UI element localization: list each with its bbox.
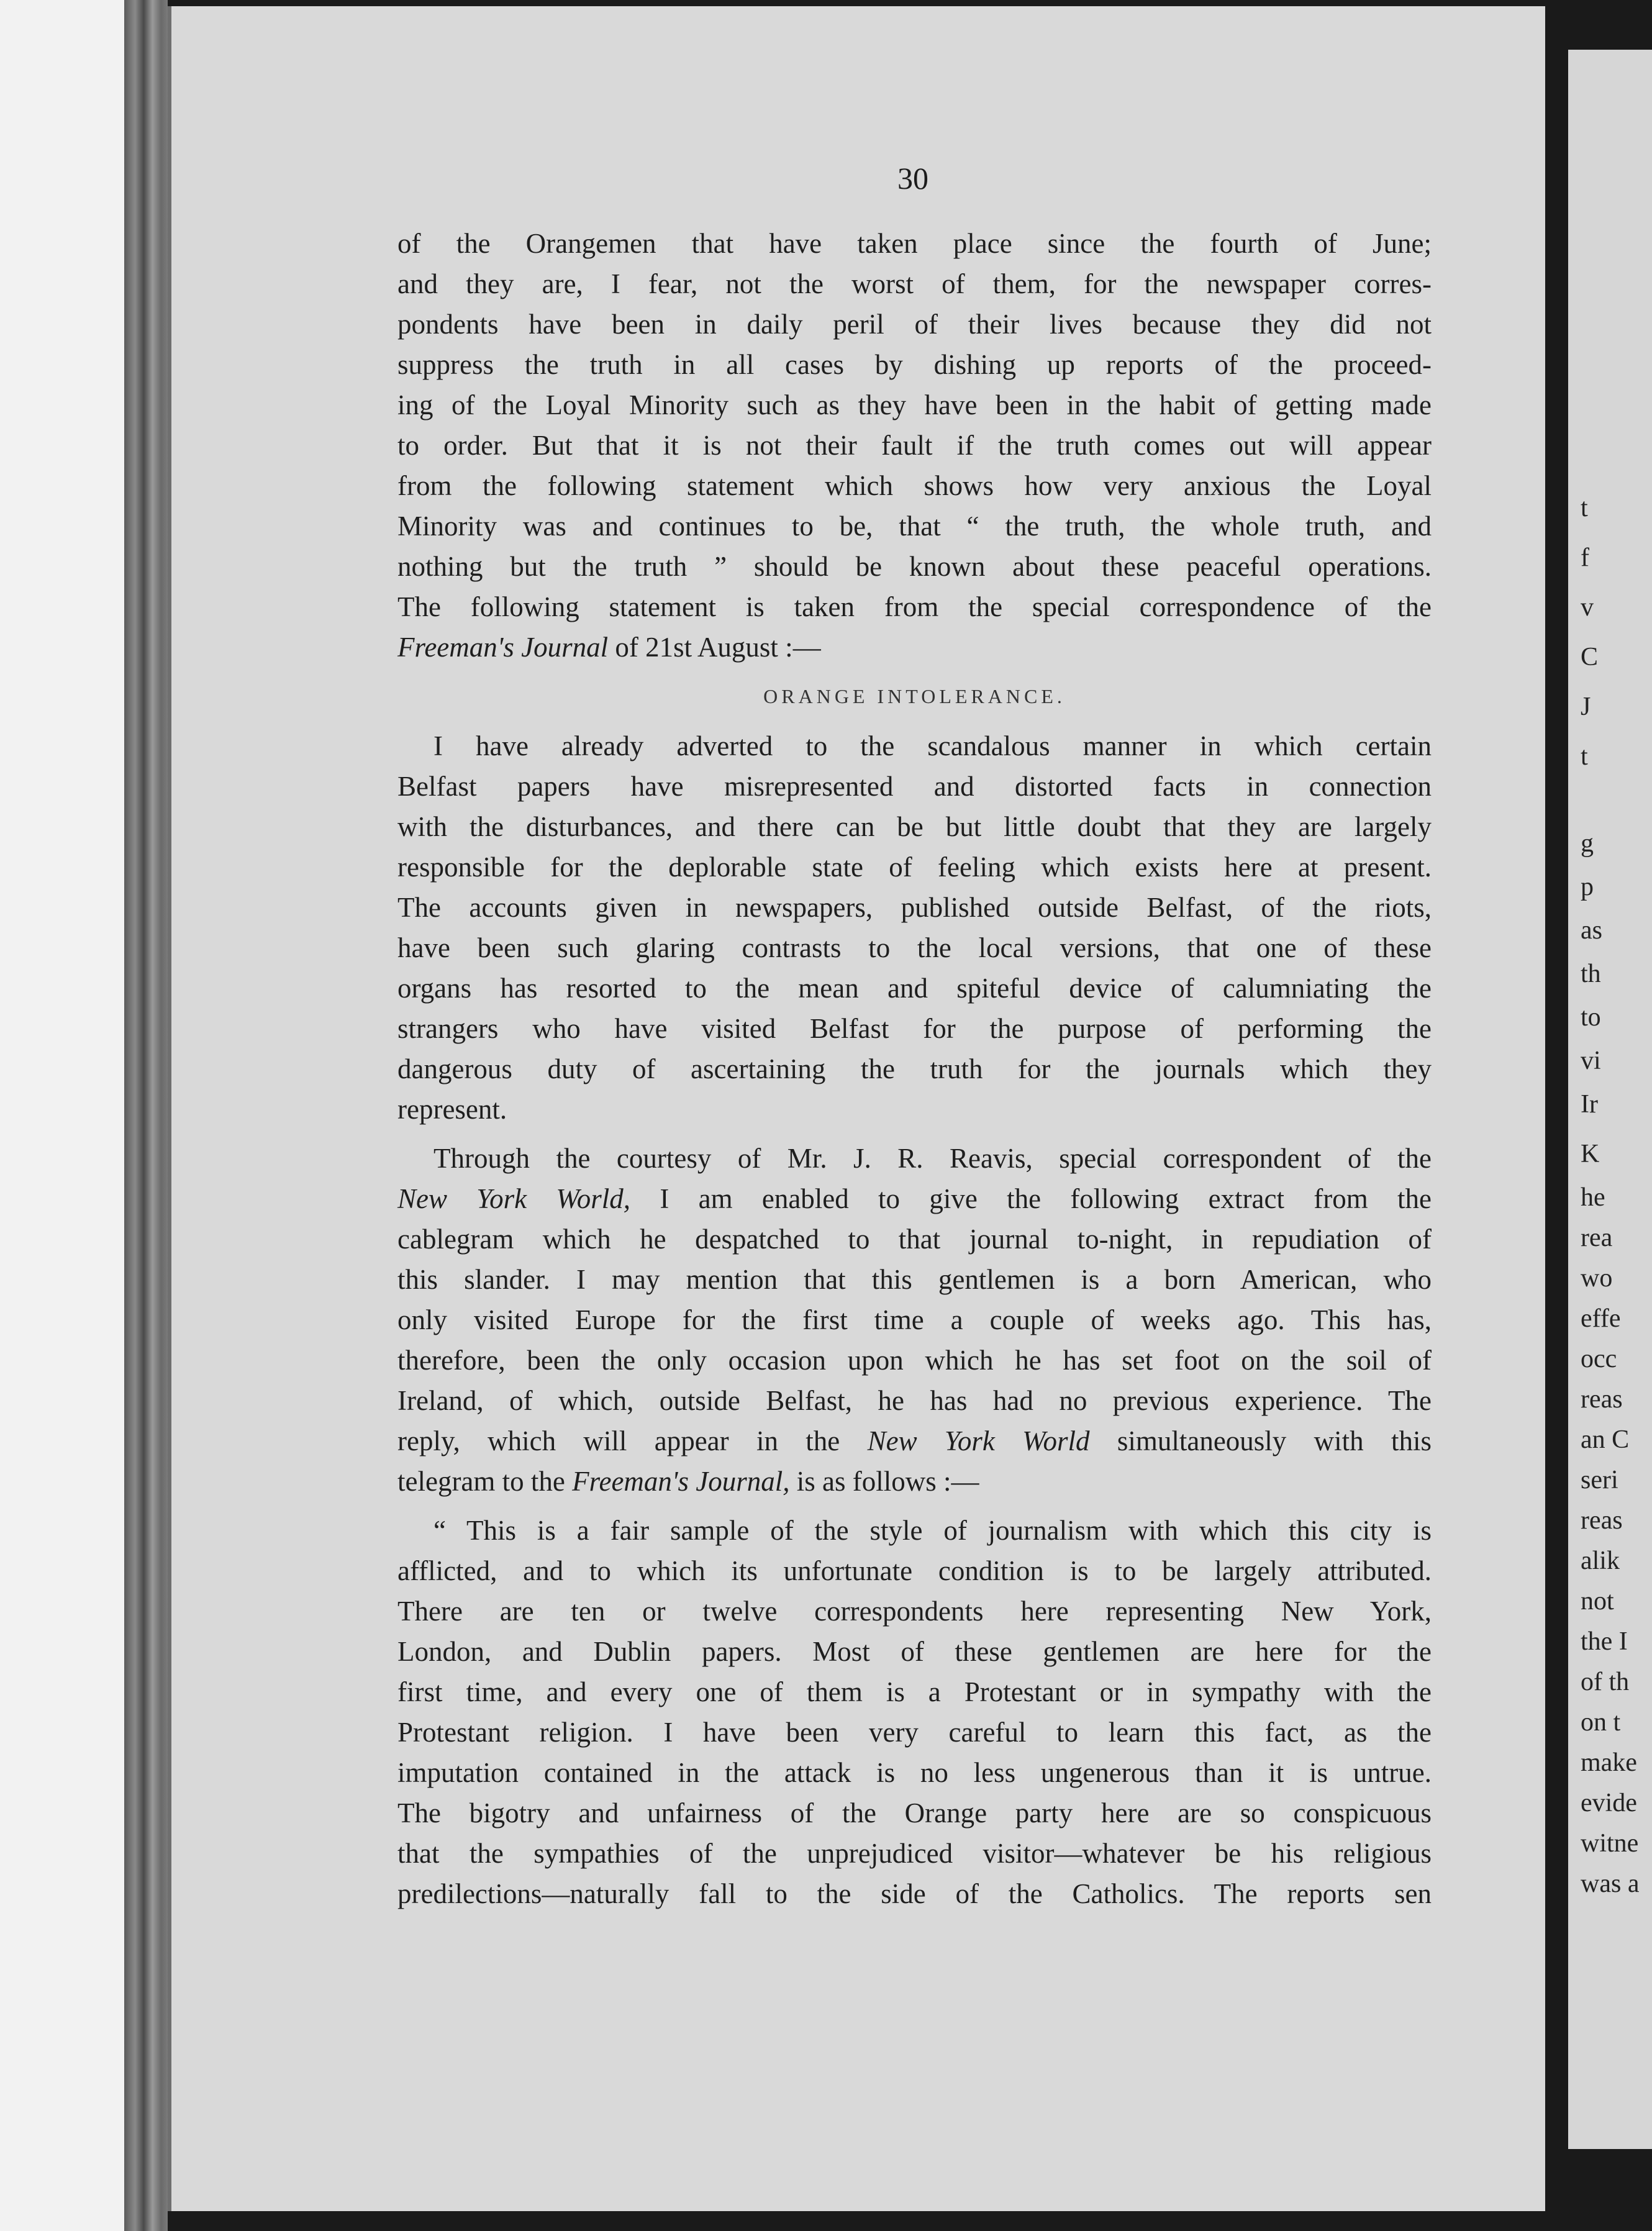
- text-line: I have already adverted to the scandalous manner in which certain: [433, 730, 1432, 761]
- facing-page-fragment: witne: [1581, 1829, 1639, 1858]
- text-line: Minority was and continues to be, that “ the truth, the whole truth, and: [397, 511, 1432, 542]
- text-line: organs has resorted to the mean and spiteful device of calumniating the: [397, 973, 1432, 1004]
- scan-margin: [0, 0, 124, 2231]
- text-line: of the Orangemen that have taken place since the fourth of June;: [397, 228, 1432, 259]
- text-line: The accounts given in newspapers, published outside Belfast, of the riots,: [397, 892, 1432, 923]
- facing-page-fragment: K: [1581, 1140, 1600, 1168]
- quote-line: afflicted, and to which its unfortunate condition is to be largely attributed.: [397, 1555, 1432, 1586]
- facing-page-fragment: wo: [1581, 1264, 1613, 1293]
- text-line: dangerous duty of ascertaining the truth for the journals which they: [397, 1053, 1432, 1084]
- text-line: with the disturbances, and there can be but little doubt that they are largely: [397, 811, 1432, 842]
- text-line: pondents have been in daily peril of their lives because they did not: [397, 309, 1432, 340]
- facing-page-fragment: effe: [1581, 1304, 1621, 1333]
- facing-page-fragment: the I: [1581, 1627, 1628, 1656]
- facing-page-fragment: t: [1581, 494, 1588, 522]
- facing-page-fragment: reas: [1581, 1506, 1623, 1535]
- text-line: The following statement is taken from the special correspondence of the: [397, 591, 1432, 622]
- facing-page-fragment: alik: [1581, 1547, 1620, 1575]
- facing-page-fragment: was a: [1581, 1870, 1640, 1898]
- facing-page-fragment: reas: [1581, 1385, 1623, 1414]
- facing-page-fragment: seri: [1581, 1466, 1618, 1494]
- quote-line: Protestant religion. I have been very careful to learn this fact, as the: [397, 1717, 1432, 1748]
- quote-line: imputation contained in the attack is no less ungenerous than it is untrue.: [397, 1757, 1432, 1788]
- facing-page-fragment: evide: [1581, 1789, 1637, 1817]
- text-line: and they are, I fear, not the worst of them, for the newspaper corres-: [397, 268, 1432, 299]
- text-line: telegram to the Freeman's Journal, is as follows :—: [397, 1466, 979, 1497]
- quote-line: that the sympathies of the unprejudiced visitor—whatever be his religious: [397, 1838, 1432, 1869]
- facing-page-fragment: an C: [1581, 1425, 1630, 1454]
- quote-line: The bigotry and unfairness of the Orange party here are so conspicuous: [397, 1797, 1432, 1829]
- facing-page-fragment: make: [1581, 1748, 1637, 1777]
- text-line: therefore, been the only occasion upon which he has set foot on the soil of: [397, 1345, 1432, 1376]
- facing-page-fragment: on t: [1581, 1708, 1621, 1737]
- text-line: Ireland, of which, outside Belfast, he has had no previous experience. The: [397, 1385, 1432, 1416]
- text-line: nothing but the truth ” should be known about these peaceful operations.: [397, 551, 1432, 582]
- text-line: New York World, I am enabled to give the following extract from the: [397, 1183, 1432, 1214]
- quote-line: predilections—naturally fall to the side of the Catholics. The reports sen: [397, 1878, 1432, 1909]
- facing-page-fragment: rea: [1581, 1224, 1613, 1252]
- facing-page-fragment: as: [1581, 916, 1602, 945]
- facing-page-fragment: f: [1581, 543, 1589, 572]
- text-line: cablegram which he despatched to that journal to-night, in repudiation of: [397, 1224, 1432, 1255]
- page-text: [397, 224, 1432, 1914]
- text-line: to order. But that it is not their fault if the truth comes out will appear: [397, 430, 1432, 461]
- text-line: Belfast papers have misrepresented and distorted facts in connection: [397, 771, 1432, 802]
- quote-line: London, and Dublin papers. Most of these gentlemen are here for the: [397, 1636, 1432, 1667]
- text-line: reply, which will appear in the New York World simultaneously with this: [397, 1425, 1432, 1456]
- facing-page-fragment: J: [1581, 693, 1591, 721]
- quote-line: “ This is a fair sample of the style of journalism with which this city is: [433, 1515, 1432, 1546]
- facing-page: [1568, 50, 1652, 2149]
- text-line: strangers who have visited Belfast for the purpose of performing the: [397, 1013, 1432, 1044]
- facing-page-fragment: C: [1581, 643, 1599, 671]
- text-line: only visited Europe for the first time a couple of weeks ago. This has,: [397, 1304, 1432, 1335]
- facing-page-fragment: not: [1581, 1587, 1614, 1615]
- text-line: Through the courtesy of Mr. J. R. Reavis, special correspondent of the: [433, 1143, 1432, 1174]
- text-line: ing of the Loyal Minority such as they have been in the habit of getting made: [397, 389, 1432, 420]
- text-line: suppress the truth in all cases by dishing up reports of the proceed-: [397, 349, 1432, 380]
- text-line: have been such glaring contrasts to the local versions, that one of these: [397, 932, 1432, 963]
- facing-page-fragment: vi: [1581, 1047, 1601, 1075]
- quote-line: There are ten or twelve correspondents here representing New York,: [397, 1596, 1432, 1627]
- text-line: from the following statement which shows how very anxious the Loyal: [397, 470, 1432, 501]
- text-line: represent.: [397, 1094, 507, 1125]
- page-number: 30: [897, 161, 928, 196]
- text-line: Freeman's Journal of 21st August :—: [397, 632, 821, 663]
- facing-page-fragment: of th: [1581, 1668, 1630, 1696]
- text-line: this slander. I may mention that this gentlemen is a born American, who: [397, 1264, 1432, 1295]
- text-line: responsible for the deplorable state of feeling which exists here at present.: [397, 852, 1432, 883]
- facing-page-fragment: p: [1581, 873, 1594, 901]
- journal-title: Freeman's Journal: [397, 632, 609, 663]
- quote-line: first time, and every one of them is a Protestant or in sympathy with the: [397, 1676, 1432, 1707]
- facing-page-fragment: he: [1581, 1183, 1605, 1212]
- book-spine: [124, 0, 168, 2231]
- facing-page-fragment: th: [1581, 960, 1601, 988]
- facing-page-fragment: Ir: [1581, 1090, 1598, 1119]
- facing-page-fragment: v: [1581, 593, 1594, 622]
- section-heading: ORANGE INTOLERANCE.: [763, 685, 1066, 707]
- facing-page-fragment: occ: [1581, 1345, 1617, 1373]
- facing-page-fragment: to: [1581, 1003, 1601, 1032]
- facing-page-fragment: t: [1581, 742, 1588, 771]
- facing-page-fragment: g: [1581, 829, 1594, 858]
